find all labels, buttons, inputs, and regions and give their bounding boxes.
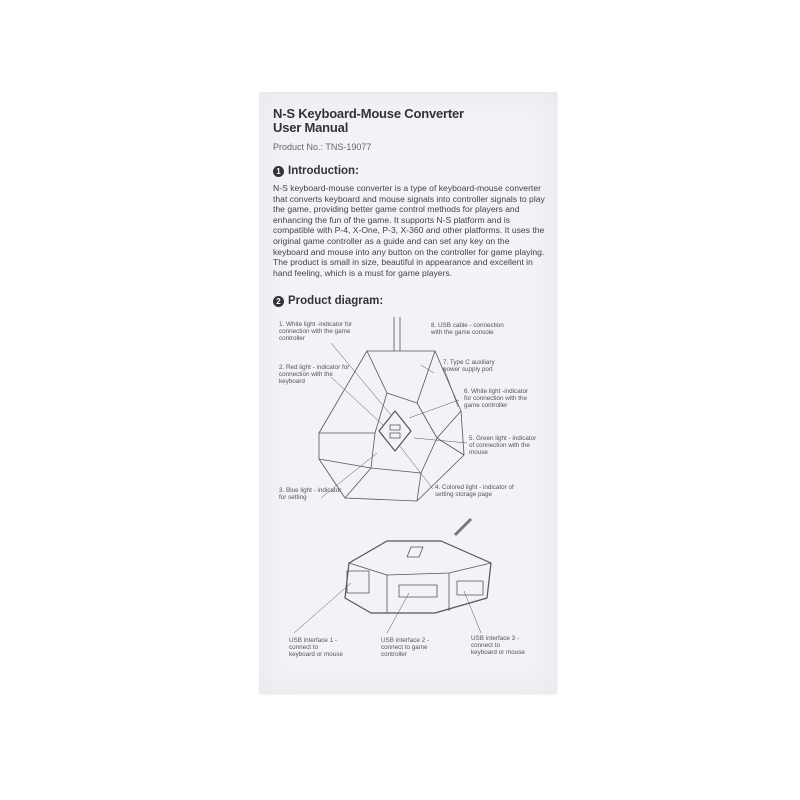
- label-white-light-game-controller: 6. White light -indicator for connection with the game controller: [464, 388, 529, 409]
- section-number-2: 2: [273, 296, 284, 307]
- product-number: Product No.: TNS-19077: [273, 142, 372, 152]
- label-usb-interface-1: USB interface 1 - connect to keyboard or mouse: [289, 637, 343, 658]
- label-blue-light-setting: 3. Blue light - indicator for setting: [279, 487, 342, 501]
- label-usb-interface-2: USB interface 2 - connect to game controller: [381, 637, 429, 658]
- label-white-light-controller: 1. White light -indicator for connection with the game controller: [279, 321, 353, 342]
- title-line-1: N-S Keyboard-Mouse Converter: [273, 106, 464, 121]
- introduction-body: N-S keyboard-mouse converter is a type of keyboard-mouse converter that converts keyboard and mouse signals into controller signals to play the game, providing better game control methods for players and enhancing the fun of the game. It supports N-S platform and is compatible with P-4, X-One, P-3, X-360 and other platforms. It uses the original game controller as a guide and can set any key on the keyboard and mouse into any button on the controller for game playing. The product is small in size, beautiful in appearance and excellent in hand feeling, which is a must for game players.: [273, 183, 545, 278]
- label-green-light-mouse: 5. Green light - indicator of connection with the mouse: [469, 435, 537, 456]
- label-red-light-keyboard: 2. Red light - indicator for connection with the keyboard: [279, 364, 350, 385]
- title-line-2: User Manual: [273, 120, 349, 135]
- label-usb-interface-3: USB interface 3 - connect to keyboard or mouse: [471, 635, 525, 656]
- label-type-c-port: 7. Type C auxiliary power supply port: [443, 359, 495, 373]
- section-number-1: 1: [273, 166, 284, 177]
- introduction-heading-text: Introduction:: [288, 165, 359, 177]
- product-diagram-heading-text: Product diagram:: [288, 295, 384, 307]
- label-usb-cable: 8. USB cable - connection with the game console: [431, 322, 504, 336]
- label-colored-light-storage: 4. Colored light - indicator of setting storage page: [435, 484, 514, 498]
- user-manual-card: [259, 93, 556, 693]
